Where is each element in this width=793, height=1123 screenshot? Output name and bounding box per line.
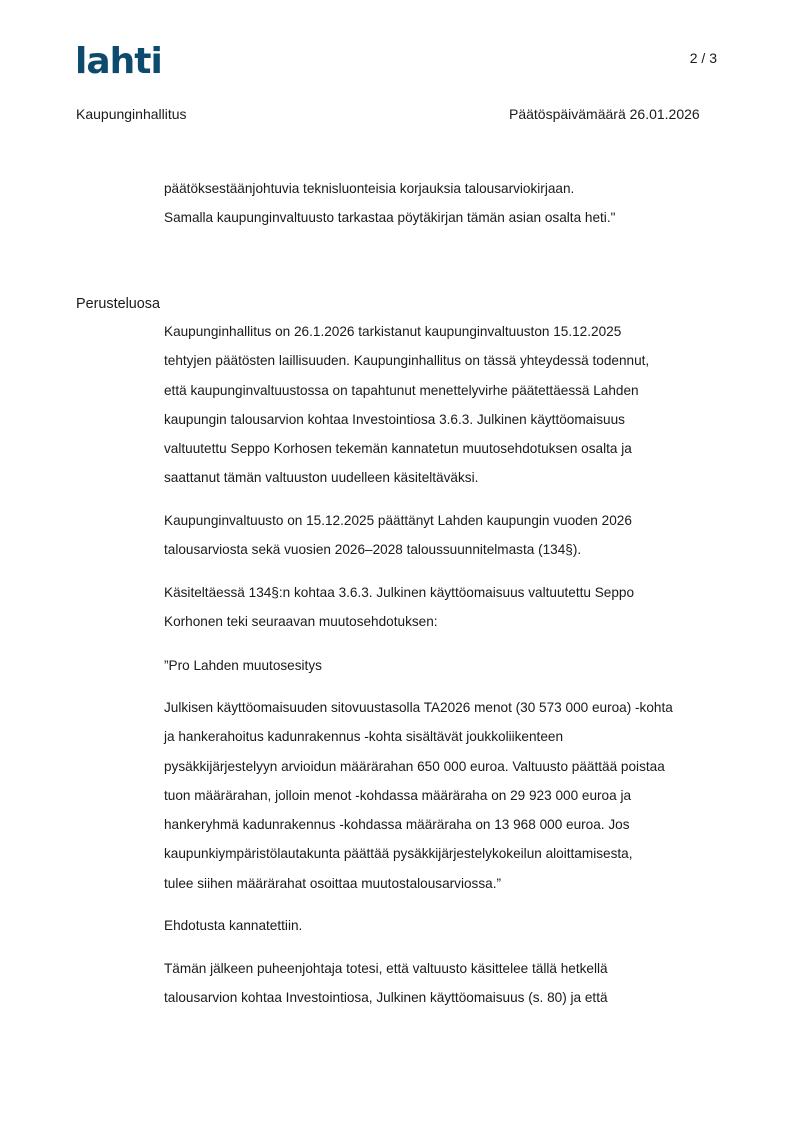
text-line: tehtyjen päätösten laillisuuden. Kaupunginhallitus on tässä yhteydessä todennut, <box>164 353 650 369</box>
page-number: 2 / 3 <box>689 50 717 66</box>
text-line: ja hankerahoitus kadunrakennus -kohta sisältävät joukkoliikenteen <box>164 729 563 745</box>
text-line: kaupunkiympäristölautakunta päättää pysäkkijärjestelykokeilun aloittamisesta, <box>164 846 633 862</box>
text-line: Julkisen käyttöomaisuuden sitovuustasolla TA2026 menot (30 573 000 euroa) -kohta <box>164 700 673 715</box>
section-heading: Perusteluosa <box>76 296 160 312</box>
text-line: että kaupunginvaltuustossa on tapahtunut menettelyvirhe päätettäessä Lahden <box>164 382 639 398</box>
text-line: Käsiteltäessä 134§:n kohtaa 3.6.3. Julkinen käyttöomaisuus valtuutettu Seppo <box>164 585 635 600</box>
organization-name: Kaupunginhallitus <box>76 106 187 122</box>
paragraph-3 <box>164 578 724 637</box>
text-line: valtuutettu Seppo Korhosen tekemän kannatetun muutosehdotuksen osalta ja <box>164 441 632 457</box>
text-line: Kaupunginhallitus on 26.1.2026 tarkistanut kaupunginvaltuuston 15.12.2025 <box>164 324 622 339</box>
text-line: saattanut tämän valtuuston uudelleen käsiteltäväksi. <box>164 470 479 486</box>
text-line: päätöksestäänjohtuvia teknisluonteisia korjauksia talousarviokirjaan. <box>164 181 575 196</box>
text-line: pysäkkijärjestelyyn arvioidun määrärahan 650 000 euroa. Valtuusto päättää poistaa <box>164 758 665 774</box>
text-line: ”Pro Lahden muutosesitys <box>164 658 322 673</box>
text-line: Samalla kaupunginvaltuusto tarkastaa pöytäkirjan tämän asian osalta heti." <box>164 210 616 226</box>
text-line: Korhonen teki seuraavan muutosehdotuksen: <box>164 614 438 630</box>
paragraph-5 <box>164 693 724 898</box>
text-line: hankeryhmä kadunrakennus -kohdassa määräraha on 13 968 000 euroa. Jos <box>164 817 630 833</box>
paragraph-4 <box>164 651 724 680</box>
text-line: talousarvion kohtaa Investointiosa, Julkinen käyttöomaisuus (s. 80) ja että <box>164 990 608 1006</box>
paragraph-7 <box>164 954 724 1013</box>
text-line: talousarviosta sekä vuosien 2026–2028 taloussuunnitelmasta (134§). <box>164 542 582 558</box>
text-line: Ehdotusta kannatettiin. <box>164 918 303 933</box>
text-line: tuon määrärahan, jolloin menot -kohdassa määräraha on 29 923 000 euroa ja <box>164 787 632 803</box>
paragraph-2 <box>164 506 724 565</box>
intro-paragraph <box>164 174 724 233</box>
lahti-logo: lahti <box>75 41 162 82</box>
decision-date: Päätöspäivämäärä 26.01.2026 <box>509 106 700 122</box>
paragraph-1 <box>164 317 724 493</box>
text-line: Kaupunginvaltuusto on 15.12.2025 päättänyt Lahden kaupungin vuoden 2026 <box>164 513 632 528</box>
paragraph-6 <box>164 911 724 940</box>
text-line: Tämän jälkeen puheenjohtaja totesi, että valtuusto käsittelee tällä hetkellä <box>164 961 608 976</box>
text-line: kaupungin talousarvion kohtaa Investointiosa 3.6.3. Julkinen käyttöomaisuus <box>164 411 625 427</box>
text-line: tulee siihen määrärahat osoittaa muutostalousarviossa.” <box>164 875 502 891</box>
